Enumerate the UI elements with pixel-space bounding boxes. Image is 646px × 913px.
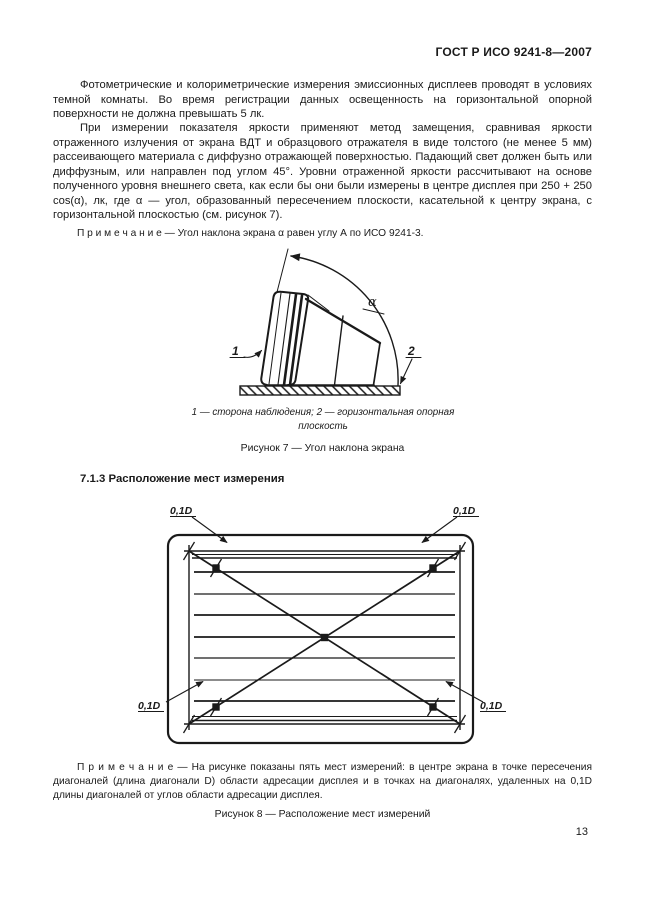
label1-leader-arrow (244, 351, 262, 358)
measurement-point-top-left (212, 564, 219, 571)
paragraph-photometric: Фотометрические и колориметрические измерения эмиссионных дисплеев проводят в условиях темной комнаты. Во время регистрации данных освещенность на горизонтальной опорной поверхности не должна превышать 5 лк. (53, 79, 592, 121)
monitor-side-view (230, 249, 421, 395)
dim-label-bottom-right: 0,1D (480, 700, 503, 712)
figure7-drawing (222, 246, 442, 401)
figure7-legend: 1 — сторона наблюдения; 2 — горизонтальная опорная плоскость (191, 407, 455, 432)
angle-arc (291, 256, 398, 385)
measurement-point-center (321, 634, 328, 641)
angle-alpha-label: α (368, 295, 377, 310)
dim-leader-top-left (192, 517, 227, 543)
monitor-front-view (138, 517, 506, 744)
measurement-point-top-right (429, 564, 436, 571)
figure8-drawing (132, 498, 512, 750)
document-code: ГОСТ Р ИСО 9241-8—2007 (435, 45, 592, 59)
dim-label-top-left: 0,1D (170, 505, 193, 517)
screen-tangent-line (276, 249, 288, 296)
section-heading-713: 7.1.3 Расположение мест измерения (80, 473, 285, 485)
dim-label-bottom-left: 0,1D (138, 700, 161, 712)
figure8-note: П р и м е ч а н и е — На рисунке показаны пять мест измерений: в центре экрана в точке пересечения диагоналей (длина диагонали D) области адресации дисплея и в точках на диагоналях, удаленных на 0,1D длины диагоналей от углов области адресации дисплея. (53, 762, 592, 801)
figure7-note: П р и м е ч а н и е — Угол наклона экрана α равен углу А по ИСО 9241-3. (77, 228, 424, 239)
figure7-caption: Рисунок 7 — Угол наклона экрана (240, 443, 405, 454)
measurement-point-bottom-left (212, 703, 219, 710)
page-number: 13 (575, 826, 588, 838)
position-label-1: 1 (232, 344, 239, 358)
dim-leader-bottom-left (166, 682, 203, 703)
monitor-rear-edge (374, 343, 381, 385)
figure8-caption: Рисунок 8 — Расположение мест измерений (214, 809, 431, 820)
dim-leader-top-right (422, 517, 457, 543)
paragraph-luminance-method: При измерении показателя яркости применяют метод замещения, сравнивая яркости отраженного излучения от экрана ВДТ и образцового отражателя в виде толстого (не менее 5 мм) рассеивающего материала с диффузно отражающей поверхностью. Падающий свет должен быть или диффузным, или направлен под углом 45°. Уровни отраженной яркости рассчитывают на основе полученного уровня внешнего света, как если бы они были измерены в центре дисплея при 250 + 250 cos(α), лк, где α — угол, образованный пересечением плоскости, касательной к центру экрана, с горизонтальной плоскостью (см. рисунок 7). (53, 122, 592, 222)
dim-label-top-right: 0,1D (453, 505, 476, 517)
funnel-inner-line (335, 316, 344, 385)
position-label-2: 2 (408, 344, 415, 358)
reference-plane-hatched (240, 386, 400, 395)
dim-leader-bottom-right (446, 682, 483, 703)
measurement-point-bottom-right (429, 703, 436, 710)
label2-leader-arrow (401, 359, 413, 384)
